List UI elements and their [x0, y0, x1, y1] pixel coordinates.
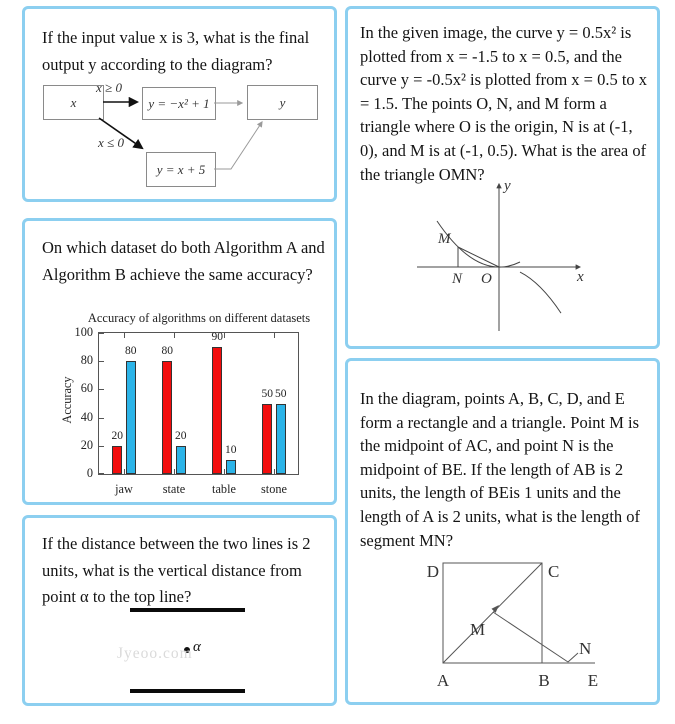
- point-N-label: N: [452, 271, 463, 287]
- segment-MN: [493, 612, 568, 662]
- x-tick-mark-top: [274, 333, 275, 338]
- point-O-label: O: [481, 271, 492, 287]
- flow-box-branch-top: y = −x² + 1: [142, 87, 216, 120]
- y-tick-mark: [99, 333, 104, 334]
- parabola-figure: [348, 177, 658, 332]
- point-M-label: M: [470, 620, 486, 639]
- x-axis-label: x: [577, 269, 584, 285]
- diagonal-arrowhead: [492, 605, 500, 613]
- bar: [162, 361, 172, 474]
- point-A-label: A: [436, 671, 450, 690]
- chart-y-axis-label: Accuracy: [60, 376, 74, 424]
- bar: [112, 446, 122, 474]
- panel-flowchart-question: [22, 6, 337, 202]
- arrow-bottom-to-output: [214, 122, 262, 169]
- alpha-point-label: α: [193, 639, 201, 655]
- arrow-input-to-bottom: [99, 118, 142, 148]
- y-tick-label: 100: [74, 325, 93, 339]
- point-M-label: M: [438, 231, 451, 247]
- x-tick-label: table: [212, 482, 236, 496]
- flow-box-branch-bottom: y = x + 5: [146, 152, 216, 187]
- bar-value-label: 10: [225, 443, 237, 456]
- flow-condition-bottom: x ≤ 0: [98, 135, 124, 150]
- x-tick-label: state: [162, 482, 186, 496]
- x-tick-mark-top: [124, 333, 125, 338]
- y-tick-label: 60: [80, 381, 93, 396]
- y-tick-mark: [99, 473, 104, 474]
- question-text: In the diagram, points A, B, C, D, and E form a rectangle and a triangle. Point M is the midpoint of AC, and point N is the midpoint of BE. If the length of AB is 2 units, the length of BEis 1 units and the length of A is 2 units, what is the length of segment MN?: [360, 389, 641, 550]
- question-text: If the distance between the two lines is 2 units, what is the vertical distance from point α to the top line?: [42, 534, 311, 606]
- x-tick-mark-bottom: [174, 469, 175, 474]
- y-tick-mark: [99, 361, 104, 362]
- x-tick-mark-bottom: [274, 469, 275, 474]
- x-tick-mark-top: [174, 333, 175, 338]
- top-line: [130, 608, 245, 612]
- point-D-label: D: [426, 562, 439, 581]
- panel-rectangle-question: [345, 358, 660, 705]
- segment-MO: [458, 247, 499, 267]
- x-tick-mark-bottom: [124, 469, 125, 474]
- y-tick-label: 40: [80, 409, 93, 424]
- segment-N-tick: [568, 653, 578, 662]
- y-tick-label: 0: [86, 466, 93, 480]
- watermark: Jyeoo.com: [117, 645, 193, 662]
- panel-parallel-lines-question: [22, 515, 337, 706]
- bar: [262, 404, 272, 475]
- y-tick-mark: [99, 446, 104, 447]
- bar: [176, 446, 186, 474]
- y-axis-label: y: [504, 178, 511, 194]
- point-C-label: C: [548, 562, 560, 581]
- question-text: On which dataset do both Algorithm A and Algorithm B achieve the same accuracy?: [42, 238, 325, 284]
- chart-title: Accuracy of algorithms on different datasets: [87, 311, 311, 325]
- y-tick-mark: [99, 418, 104, 419]
- rectangle-figure: [398, 556, 648, 702]
- x-tick-label: jaw: [115, 482, 133, 496]
- panel-parabola-question: [345, 6, 660, 349]
- point-N-label: N: [579, 639, 592, 658]
- bar: [226, 460, 236, 474]
- bar-value-label: 80: [161, 345, 173, 358]
- curve-negative: [520, 272, 561, 313]
- panel-bar-chart-question: [22, 218, 337, 505]
- bar-value-label: 20: [175, 429, 187, 442]
- flow-arrows: [25, 9, 334, 199]
- x-tick-mark-bottom: [224, 469, 225, 474]
- bottom-line: [130, 689, 245, 693]
- bar: [126, 361, 136, 474]
- y-tick-label: 20: [80, 437, 93, 452]
- y-tick-label: 80: [80, 353, 93, 368]
- bar-value-label: 80: [125, 345, 137, 358]
- x-tick-label: stone: [261, 482, 287, 496]
- flow-condition-top: x ≥ 0: [96, 80, 122, 95]
- point-B-label: B: [538, 671, 550, 690]
- plot-area: [74, 325, 299, 496]
- point-E-label: E: [587, 671, 599, 690]
- bar-value-label: 20: [111, 429, 123, 442]
- bar-value-label: 90: [211, 331, 223, 344]
- question-text: If the input value x is 3, what is the final output y according to the diagram?: [42, 28, 310, 74]
- flow-box-input: x: [43, 85, 104, 120]
- bar-value-label: 50: [275, 387, 287, 400]
- y-tick-mark: [99, 389, 104, 390]
- bar-value-label: 50: [261, 387, 273, 400]
- diagonal-AC: [443, 563, 542, 663]
- flow-box-output: y: [247, 85, 318, 120]
- bar: [276, 404, 286, 475]
- question-text: In the given image, the curve y = 0.5x² is plotted from x = -1.5 to x = 0.5, and the curve y = -0.5x² is plotted from x = 0.5 to x = 1.5. The points O, N, and M form a triangle where O is the origin, N is at (-1, 0), and M is at (-1, 0.5). What is the area of the triangle OMN?: [360, 23, 648, 184]
